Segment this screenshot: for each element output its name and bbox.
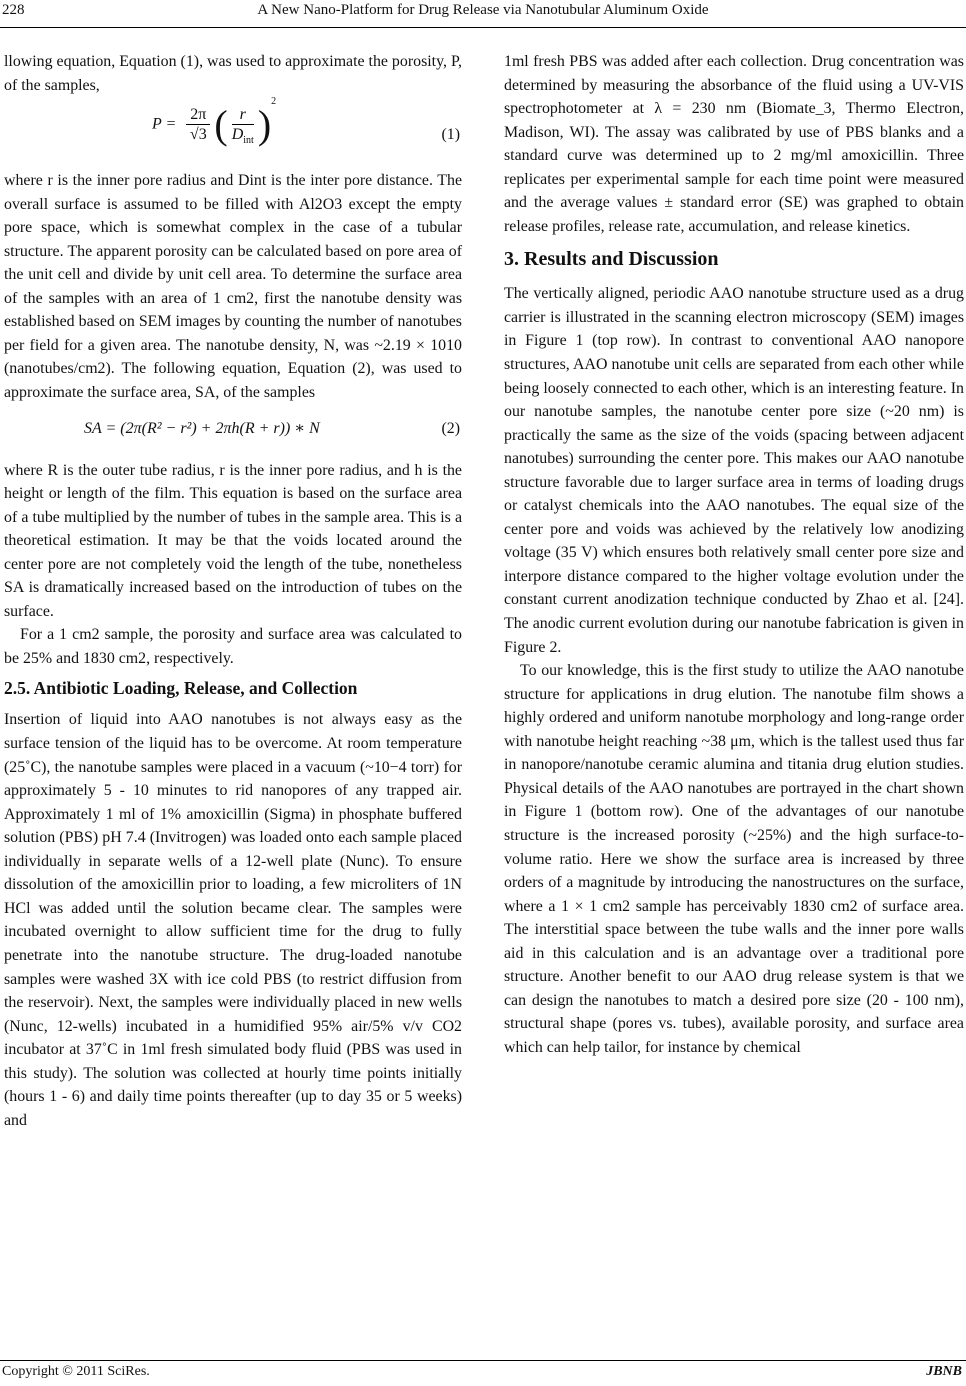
right-paragraph-1: 1ml fresh PBS was added after each collection. Drug concentration was determined by measuring the absorbance of the fluid using a UV-VIS spectrophotometer at λ = 230 nm (Biomate_3, Thermo Electron, Madison, WI). The assay was calibrated by use of PBS blanks and a standard curve was determined up to 2 mg/ml amoxicillin. Three replicates per experimental sample for each time point were measured and the average values ± standard error (SE) was graphed to obtain release profiles, release rate, accumulation, and release kinetics.: [504, 53, 964, 235]
eq1-exponent: 2: [271, 96, 277, 108]
right-column: [504, 50, 964, 1059]
page-number: 228: [2, 2, 25, 18]
eq1-coef-num: 2π: [186, 106, 210, 125]
right-paragraph-2: The vertically aligned, periodic AAO nanotube structure used as a drug carrier is illustrated in the scanning electron microscopy (SEM) images in Figure 1 (top row). In contrast to conventional AAO nanopore structures, AAO nanotube unit cells are separated from each other while being loosely connected to each other, which is an interesting feature. In our nanotube samples, the nanotube center pore size (~20 nm) is practically the same as the size of the voids (spacing between adjacent nanotubes) surrounding the center pore. This makes our AAO nanotube structure favorable due to larger surface area in terms of loading drugs or catalyst chemicals into the AAO nanotubes. The equal size of the center pore and voids was achieved by the relatively low anodizing voltage (35 V) which ensures both relatively small center pore size and interpore distance compared to the higher voltage evolution under the constant current anodization technique conducted by Zhao et al. [24]. The anodic current evolution during our nanotube fabrication is given in Figure 2.: [504, 285, 964, 656]
copyright-notice: Copyright © 2011 SciRes.: [2, 1364, 150, 1379]
running-header: [0, 0, 966, 28]
eq1-frac-num: r: [232, 106, 254, 125]
eq1-frac-den: D: [231, 125, 244, 143]
section-heading-3: 3. Results and Discussion: [504, 248, 719, 271]
eq1-lhs: P =: [152, 115, 177, 133]
equation-2: [4, 409, 462, 451]
header-rule: [0, 27, 966, 28]
equation-1: P = $\frac{2\pi}{√3}$ ( $\frac{r}{D_{int}}$ )$^2$ (1): [152, 96, 460, 148]
eq1-coef-den: √3: [189, 125, 207, 143]
left-paragraph-1: llowing equation, Equation (1), was used to approximate the porosity, P, of the samples,: [4, 53, 462, 94]
journal-abbrev: JBNB: [926, 1364, 962, 1379]
eq2-number: (2): [441, 419, 460, 437]
left-paragraph-4: For a 1 cm2 sample, the porosity and surface area was calculated to be 25% and 1830 cm2, respectively.: [4, 626, 462, 667]
right-paragraph-3: To our knowledge, this is the first study to utilize the AAO nanotube structure for applications in drug elution. The nanotube film shows a highly ordered and uniform nanotube morphology and long-range order with nanotube height reaching ~38 μm, which is the tallest used thus far in nanopore/nanotube ceramic alumina and titania drug elution studies. Physical details of the AAO nanotubes are portrayed in the chart shown in Figure 1 (bottom row). One of the advantages of our nanotube structure is the increased porosity (~25%) and the high surface-to-volume ratio. Here we show the surface area is increased by three orders of a magnitude by introducing the nanostructures on the surface, where a 1 × 1 cm2 sample has perceivably 1830 cm2 of surface area. The interstitial space between the tube walls and the inner pore walls aid in this calculation and is an advantage over a traditional pore structure. Another benefit to our AAO drug release system is that we can design the nanotubes to match a desired pore size (20 - 100 nm), structural shape (pores vs. tubes), available porosity, and surface area which can help tailor, for instance by chemical: [504, 662, 964, 1056]
footer-rule: [0, 1360, 966, 1361]
eq1-number: (1): [441, 126, 460, 144]
left-column: [4, 50, 462, 1132]
left-paragraph-5: Insertion of liquid into AAO nanotubes is not always easy as the surface tension of the liquid has to be overcome. At room temperature (25˚C), the nanotube samples were placed in a vacuum (~10−4 torr) for approximately 5 - 10 minutes to rid nanopores of any trapped air. Approximately 1 ml of 1% amoxicillin (Sigma) in phosphate buffered solution (PBS) pH 7.4 (Invitrogen) was loaded onto each sample placed individually in separate wells of a 12-well plate (Nunc). To ensure dissolution of the amoxicillin prior to loading, a few microliters of 1N HCl was added until the solution became clear. The samples were incubated overnight to allow sufficient time for the drug to fully penetrate into the nanotube structure. The drug-loaded nanotube samples were washed 3X with ice cold PBS (to restrict diffusion from the reservoir). Next, the samples were individually placed in new wells (Nunc, 12-wells) incubated in a humidified 95% air/5% v/v CO2 incubator at 37˚C in 1ml fresh simulated body fluid (PBS was used in this study). The solution was collected at hourly time points initially (hours 1 - 6) and daily time points thereafter (up to day 35 or 5 weeks) and: [4, 711, 462, 1129]
section-heading-2-5: 2.5. Antibiotic Loading, Release, and Collection: [4, 678, 358, 699]
left-paragraph-2: where r is the inner pore radius and Dint is the inter pore distance. The overall surface is assumed to be filled with Al2O3 except the empty pore space, which is somewhat complex in the case of a tubular structure. The apparent porosity can be calculated based on pore area of the unit cell and divide by unit cell area. To determine the surface area of the samples with an area of 1 cm2, first the nanotube density was established based on SEM images by counting the number of nanotubes per field for a given area. The nanotube density, N, was ~2.19 × 1010 (nanotubes/cm2). The following equation, Equation (2), was used to approximate the surface area, SA, of the samples: [4, 172, 462, 402]
eq2-body: SA = (2π(R² − r²) + 2πh(R + r)) ∗ N: [84, 419, 320, 437]
left-paragraph-3: where R is the outer tube radius, r is the inner pore radius, and h is the height or length of the film. This equation is based on the surface area of a tube multiplied by the number of tubes in the sample area. This is a theoretical estimation. It may be that the voids located around the center pore are not completely void the length of the tube, nonetheless SA is dramatically increased based on the introduction of tubes on the surface.: [4, 461, 462, 620]
running-title: A New Nano-Platform for Drug Release via Nanotubular Aluminum Oxide: [257, 2, 709, 18]
eq1-frac-den-sub: int: [243, 134, 254, 146]
